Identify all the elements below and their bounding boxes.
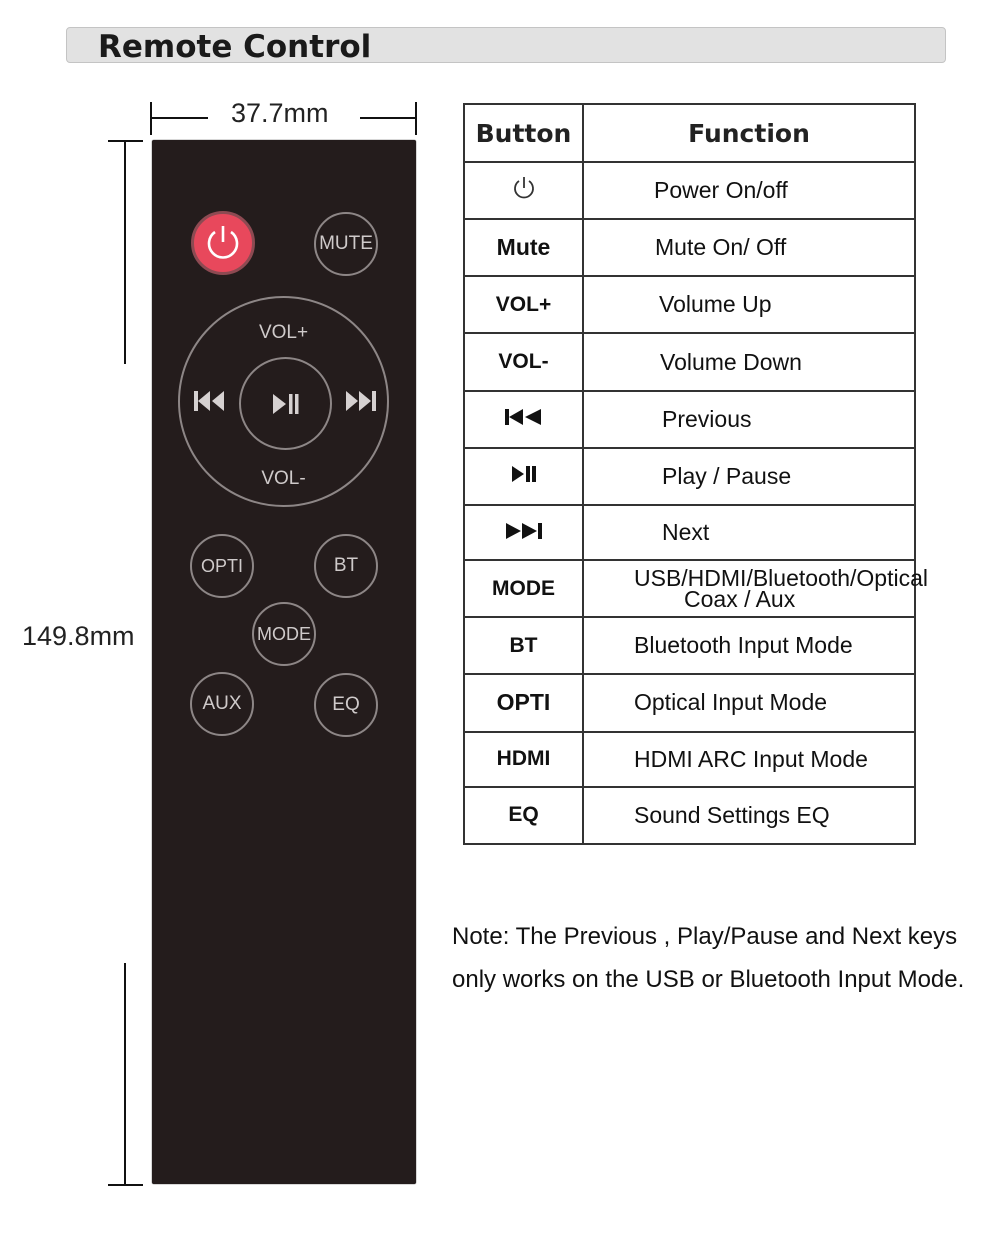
table-cell-button: HDMI bbox=[464, 732, 583, 787]
power-icon bbox=[512, 175, 536, 201]
table-cell-button: MODE bbox=[464, 560, 583, 617]
table-row bbox=[464, 560, 915, 617]
table-cell-button bbox=[464, 162, 583, 219]
table-cell-button: VOL- bbox=[464, 333, 583, 390]
function-text-line-1: USB/HDMI/Bluetooth/Optical bbox=[634, 564, 929, 591]
navigation-ring bbox=[178, 296, 389, 507]
table-row bbox=[464, 674, 915, 731]
power-icon bbox=[201, 221, 245, 265]
table-cell-function: Next bbox=[583, 505, 915, 560]
table-row bbox=[464, 162, 915, 219]
table-row bbox=[464, 505, 915, 560]
column-header-button: Button bbox=[464, 104, 583, 162]
remote-control bbox=[152, 140, 416, 1184]
previous-button[interactable] bbox=[194, 390, 226, 417]
table-row bbox=[464, 219, 915, 276]
table-cell-button: VOL+ bbox=[464, 276, 583, 333]
table-cell-function: Optical Input Mode bbox=[583, 674, 915, 731]
table-header-row bbox=[464, 104, 915, 162]
table-cell-button bbox=[464, 448, 583, 505]
table-cell-function: Mute On/ Off bbox=[583, 219, 915, 276]
table-cell-button: BT bbox=[464, 617, 583, 674]
table-cell-function: Previous bbox=[583, 391, 915, 448]
bt-button[interactable]: BT bbox=[314, 534, 378, 598]
table-cell-function: HDMI ARC Input Mode bbox=[583, 732, 915, 787]
table-row bbox=[464, 617, 915, 674]
table-cell-function: Sound Settings EQ bbox=[583, 787, 915, 844]
table-cell-function: Bluetooth Input Mode bbox=[583, 617, 915, 674]
height-dimension-line-bottom bbox=[124, 963, 126, 1184]
width-dimension-line-left bbox=[152, 117, 208, 119]
width-dimension-label: 37.7mm bbox=[231, 98, 329, 128]
column-header-function: Function bbox=[583, 104, 915, 162]
table-cell-button: OPTI bbox=[464, 674, 583, 731]
table-row bbox=[464, 732, 915, 787]
play-pause-icon bbox=[272, 393, 300, 415]
opti-button[interactable]: OPTI bbox=[190, 534, 254, 598]
table-cell-function: Volume Up bbox=[583, 276, 915, 333]
function-text-line-2: Coax / Aux bbox=[684, 585, 796, 612]
next-icon bbox=[345, 390, 377, 412]
mute-button[interactable]: MUTE bbox=[314, 212, 378, 276]
eq-button[interactable]: EQ bbox=[314, 673, 378, 737]
power-button[interactable] bbox=[191, 211, 255, 275]
height-dimension-label: 149.8mm bbox=[22, 621, 135, 651]
table-row bbox=[464, 276, 915, 333]
next-button[interactable] bbox=[345, 390, 377, 417]
next-icon bbox=[505, 522, 543, 540]
button-function-table bbox=[463, 103, 929, 845]
height-dimension-tick-bottom bbox=[108, 1184, 143, 1186]
aux-button[interactable]: AUX bbox=[190, 672, 254, 736]
title-bar bbox=[66, 27, 946, 63]
usage-note: Note: The Previous , Play/Pause and Next keys only works on the USB or Bluetooth Input Mode. bbox=[452, 923, 965, 993]
table-row bbox=[464, 448, 915, 505]
table-cell-function: Play / Pause bbox=[583, 448, 915, 505]
previous-icon bbox=[505, 408, 543, 426]
table-cell-button bbox=[464, 391, 583, 448]
play-pause-icon bbox=[511, 465, 537, 483]
height-dimension-line-top bbox=[124, 142, 126, 364]
table-row bbox=[464, 391, 915, 448]
table-row bbox=[464, 787, 915, 844]
vol-down-button[interactable]: VOL- bbox=[261, 468, 306, 489]
vol-up-button[interactable]: VOL+ bbox=[258, 322, 309, 343]
previous-icon bbox=[194, 390, 226, 412]
table-cell-function: Volume Down bbox=[583, 333, 915, 390]
table-cell-function: Power On/off bbox=[583, 162, 915, 219]
play-pause-button[interactable] bbox=[239, 357, 332, 450]
table-row bbox=[464, 333, 915, 390]
table-cell-button: EQ bbox=[464, 787, 583, 844]
mode-button[interactable]: MODE bbox=[252, 602, 316, 666]
page-title: Remote Control bbox=[98, 29, 372, 65]
width-dimension-line-right bbox=[360, 117, 415, 119]
table-cell-function bbox=[583, 560, 929, 617]
table-cell-button bbox=[464, 505, 583, 560]
width-dimension-tick-right bbox=[415, 102, 417, 135]
table-cell-button: Mute bbox=[464, 219, 583, 276]
